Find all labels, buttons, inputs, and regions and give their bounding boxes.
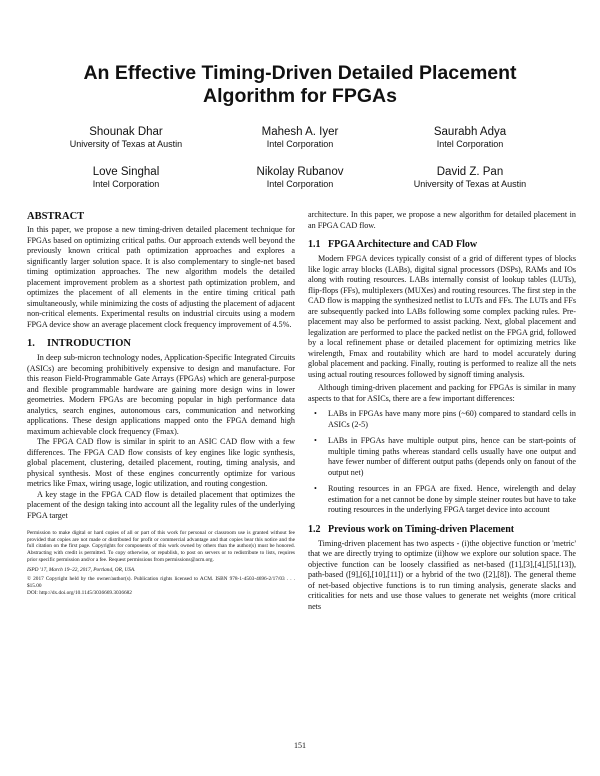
author-name: Mahesh A. Iyer (261, 126, 339, 138)
abstract-text: In this paper, we propose a new timing-driven detailed placement technique for FPGAs based on optimizing critical paths. Our approach extends well beyond the previously known critical path optimization approaches and explores a significantly larger solution space. It is also complementary to single-net based timing optimization approaches. The new algorithm models the detailed placement improvement problem as a shortest path optimization problem, and optimizes the placement of all elements in the entire timing critical path simultaneously, while minimizing the costs of adjusting the placement of adjacent non-critical elements. Experimental results on industrial circuits using a modern FPGA device show an average placement clock frequency improvement of 4.5%. (27, 225, 295, 329)
paragraph: Timing-driven placement has two aspects - (i)the objective function or 'metric' that we are directly trying to optimize (ii)how we explore our solution space. The objective function can be loosely classified as net-based ([1],[3],[4],[5],[13]), path-based ([9],[6],[10],[11]) or a hybrid of the two ([2],[8]). The general theme of net-based objective functions is to run timing analysis, generate slacks and criticalities for nets and use those values to generate net weights (more critical nets (308, 538, 576, 611)
paper-title (0, 62, 600, 108)
paragraph: Modern FPGA devices typically consist of a grid of different types of blocks like logic array blocks (LABs), digital signal processors (DSPs), RAMs and IOs along with routing resources. LABs internally consist of lookup tables (LUTs), flip-flops (FFs), multiplexers (MUXes) and routing resources. The first step in the CAD flow is mapping the synthesized netlist to LUTs and FFs. The LUTs and FFs are subsequently packed into LABs following some complex packing rules. Pre-placement may also be performed to assist packing. Next, global placement and legalization are performed to place the packed netlist on the FPGA grid, followed by a local refinement phase or detailed placement for optimizing metrics like wirelength, Fmax and routability which are hard to model accurately during global placement and packing. Finally, routing is performed to realize all the nets using actual routing resources followed by signoff timing analysis. (308, 254, 576, 379)
list-item-text: Routing resources in an FPGA are fixed. Hence, wirelength and delay estimation for a net cannot be done by simple steiner routes but have to take routing resources in the underlying FPGA target device into account (328, 484, 576, 514)
subsection-heading-1-2 (308, 524, 576, 536)
author-affiliation: Intel Corporation (266, 179, 334, 189)
author-name: Shounak Dhar (89, 126, 163, 138)
author-name: Saurabh Adya (433, 126, 507, 138)
author-name: Nikolay Rubanov (256, 166, 344, 178)
title-line-1: An Effective Timing-Driven Detailed Placement (83, 62, 517, 84)
author-affiliation: University of Texas at Austin (69, 139, 183, 149)
author-block (26, 125, 226, 150)
subsection-heading-1-1 (308, 239, 576, 251)
paragraph: The FPGA CAD flow is similar in spirit to an ASIC CAD flow with a few differences. The FPGA CAD flow consists of key engines like logic synthesis, global placement, clustering, detailed placement, routing, timing analysis, and physical synthesis. Most of these engines concurrently optimize for various metrics like Fmax, wiring usage, logic utilization, and routing congestion. (27, 437, 295, 488)
permission-notice: Permission to make digital or hard copies of all or part of this work for personal or classroom use is granted without fee provided that copies are not made or distributed for profit or commercial advantage and that copies bear this notice and the full citation on the first page. Copyrights for components of this work owned by others than the author(s) must be honored. Abstracting with credit is permitted. To copy otherwise, or republish, to post on servers or to redistribute to lists, requires prior specific permission and/or a fee. Request permissions from permissions@acm.org. (27, 530, 295, 563)
author-block (26, 165, 226, 190)
section-heading-introduction (27, 337, 295, 350)
left-column (27, 210, 295, 596)
conference-line: ISPD '17, March 19–22, 2017, Portland, OR, USA. (27, 566, 136, 573)
first-page-footnote (27, 530, 295, 596)
author-block (370, 125, 570, 150)
section-title: FPGA Architecture and CAD Flow (328, 239, 478, 250)
author-affiliation: Intel Corporation (436, 139, 504, 149)
author-name: David Z. Pan (436, 166, 504, 178)
title-line-2: Algorithm for FPGAs (203, 85, 397, 107)
bullet-icon: • (314, 409, 317, 418)
abstract-heading: ABSTRACT (27, 211, 85, 222)
section-title: INTRODUCTION (47, 338, 132, 349)
author-block (370, 165, 570, 190)
page-number: 151 (294, 741, 306, 750)
paragraph: In deep sub-micron technology nodes, Application-Specific Integrated Circuits (ASICs) are becoming prohibitively expensive to design and manufacture. For this reason Field-Programmable Gate Arrays (FPGAs) which are general-purpose and flexible programmable hardware are gaining more design wins in lower geometries. Modern FPGAs are becoming popular in high performance data analytics, search engines, autonomous cars, communication and networking applications. These design applications mapped onto the FPGA demand high maximum achievable clock frequency (Fmax). (27, 353, 295, 436)
section-title: Previous work on Timing-driven Placement (328, 523, 515, 535)
list-item (308, 409, 576, 430)
bullet-icon: • (314, 484, 317, 493)
author-affiliation: University of Texas at Austin (413, 179, 527, 189)
bullet-list (308, 409, 576, 516)
author-affiliation: Intel Corporation (92, 179, 160, 189)
author-affiliation: Intel Corporation (266, 139, 334, 149)
paragraph: architecture. In this paper, we propose a new algorithm for detailed placement in an FPGA CAD flow. (308, 210, 576, 230)
bullet-icon: • (314, 436, 317, 445)
right-column (308, 210, 576, 612)
list-item-text: LABs in FPGAs have many more pins (~60) compared to standard cells in ASICs (2-5) (328, 409, 576, 429)
section-number: 1.2 (308, 523, 321, 535)
paragraph: Although timing-driven placement and packing for FPGAs is similar in many aspects to that for ASICs, there are a few important differences: (308, 383, 576, 403)
doi-line: DOI: http://dx.doi.org/10.1145/3036669.3036682 (27, 589, 132, 596)
section-number: 1.1 (308, 239, 321, 250)
section-number: 1. (27, 338, 35, 349)
paragraph: A key stage in the FPGA CAD flow is detailed placement that optimizes the placement of the design taking into account all the legality rules of the underlying FPGA target (27, 489, 295, 520)
list-item (308, 484, 576, 516)
author-name: Love Singhal (92, 166, 160, 178)
list-item-text: LABs in FPGAs have multiple output pins, hence can be start-points of multiple timing paths whereas standard cells usually have one output and have fewer number of different output paths (depends only on fanout of the output net) (328, 436, 576, 477)
copyright-line: © 2017 Copyright held by the owner/author(s). Publication rights licensed to ACM. ISBN 978-1-4503-4696-2/17/03 . . . $15.00 (27, 576, 295, 589)
list-item (308, 436, 576, 478)
